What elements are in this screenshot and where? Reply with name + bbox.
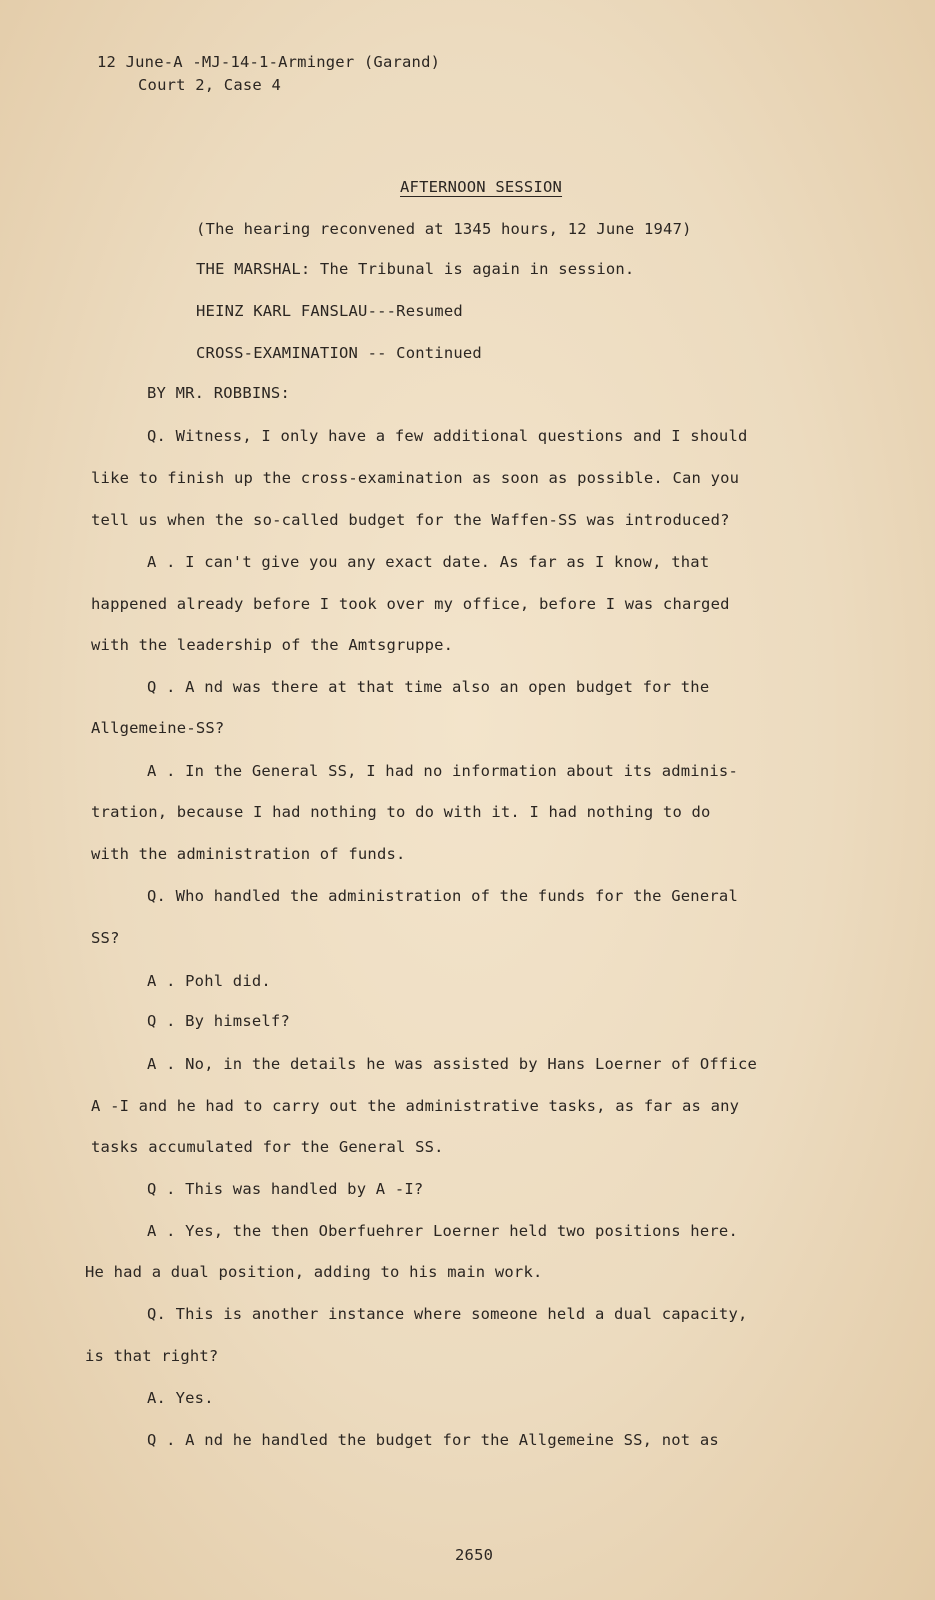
text-line: Q. This is another instance where someone held a dual capacity, xyxy=(147,1305,748,1323)
text-line: CROSS-EXAMINATION -- Continued xyxy=(196,344,482,362)
text-line: is that right? xyxy=(85,1347,219,1365)
header-court-line: Court 2, Case 4 xyxy=(138,76,281,94)
text-line: He had a dual position, adding to his main work. xyxy=(85,1263,543,1281)
text-line: with the administration of funds. xyxy=(91,845,406,863)
text-line: Q. Witness, I only have a few additional questions and I should xyxy=(147,427,748,445)
text-line: THE MARSHAL: The Tribunal is again in session. xyxy=(196,260,635,278)
text-line: Q . A nd he handled the budget for the Allgemeine SS, not as xyxy=(147,1431,719,1449)
text-line: with the leadership of the Amtsgruppe. xyxy=(91,636,454,654)
text-line: Q . This was handled by A -I? xyxy=(147,1180,424,1198)
text-line: Q. Who handled the administration of the funds for the General xyxy=(147,887,738,905)
text-line: Allgemeine-SS? xyxy=(91,719,225,737)
text-line: BY MR. ROBBINS: xyxy=(147,384,290,402)
text-line: like to finish up the cross-examination as soon as possible. Can you xyxy=(91,469,740,487)
text-line: A . No, in the details he was assisted by Hans Loerner of Office xyxy=(147,1055,758,1073)
text-line: A -I and he had to carry out the administrative tasks, as far as any xyxy=(91,1097,740,1115)
text-line: A . I can't give you any exact date. As far as I know, that xyxy=(147,553,710,571)
text-line: happened already before I took over my office, before I was charged xyxy=(91,595,730,613)
text-line: A. Yes. xyxy=(147,1389,214,1407)
text-line: Q . By himself? xyxy=(147,1012,290,1030)
text-line: SS? xyxy=(91,929,120,947)
text-line: tasks accumulated for the General SS. xyxy=(91,1138,444,1156)
text-line: tration, because I had nothing to do with it. I had nothing to do xyxy=(91,803,711,821)
text-line: A . Pohl did. xyxy=(147,972,271,990)
text-line: A . In the General SS, I had no information about its adminis- xyxy=(147,762,738,780)
text-line: A . Yes, the then Oberfuehrer Loerner held two positions here. xyxy=(147,1222,738,1240)
text-line: tell us when the so-called budget for the Waffen-SS was introduced? xyxy=(91,511,730,529)
text-line: (The hearing reconvened at 1345 hours, 12 June 1947) xyxy=(196,220,692,238)
header-case-line: 12 June-A -MJ-14-1-Arminger (Garand) xyxy=(97,53,441,71)
session-title: AFTERNOON SESSION xyxy=(400,178,563,196)
text-line: Q . A nd was there at that time also an open budget for the xyxy=(147,678,710,696)
page-number: 2650 xyxy=(455,1546,494,1564)
text-line: HEINZ KARL FANSLAU---Resumed xyxy=(196,302,463,320)
